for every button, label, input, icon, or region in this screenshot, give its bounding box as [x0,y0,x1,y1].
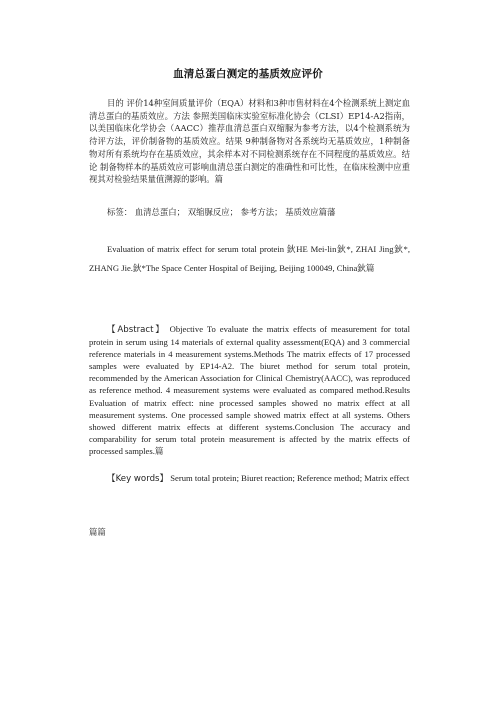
chinese-abstract: 目的 评价14种室间质量评价（EQA）材料和3种市售材料在4个检测系统上测定血清总蛋白的基质效应。方法 参照美国临床实验室标准化协会（CLSI）EP14-A2指南，以美国临床化学协会（AACC）推荐血清总蛋白双缩脲为参考方法，以4个检测系统为待评方法，评价制备物的基质效应。结果 9种制备物对各系统均无基质效应，1种制备物对所有系统均存在基质效应，其余样本对不同检测系统存在不同程度的基质效应。结论 制备物样本的基质效应可影响血清总蛋白测定的准确性和可比性，在临床检测中应重视其对检验结果量值溯源的影响。篇 [89,98,410,185]
keywords-text: Serum total protein; Biuret reaction; Reference method; Matrix effect [168,473,410,483]
english-abstract [89,323,410,457]
abstract-label: 【Abstract】 [107,325,166,335]
chinese-keywords: 标签： 血清总蛋白； 双缩脲反应； 参考方法； 基质效应篇藩 [107,207,336,217]
trailing-marks: 篇篇 [89,527,106,537]
paper-title: 血清总蛋白测定的基质效应评价 [173,68,323,80]
english-keywords [89,472,410,485]
keywords-label: 【Key words】 [107,474,169,484]
english-title-authors: Evaluation of matrix effect for serum total protein 鈥HE Mei-lin鈥*, ZHAI Jing鈥*, ZHANG Jie.鈥*The Space Center Hospital of Beijing, Beijing 100049, China鈥篇 [89,244,410,273]
abstract-text: Objective To evaluate the matrix effects of measurement for total protein in serum using 14 materials of external quality assessment(EQA) and 3 commercial reference materials in 4 measurement systems.Methods The matrix effects of 17 processed samples were evaluated by EP14-A2. The biuret method for serum total protein, recommended by the American Association for Clinical Chemistry(AACC), was reproduced as reference method. 4 measurement systems were evaluated as compared method.Results Evaluation of matrix effect: nine processed samples showed no matrix effect at all measurement systems. One processed sample showed matrix effect at all systems. Others showed different matrix effects at different systems.Conclusion The accuracy and comparability for serum total protein measurement is affected by the matrix effects of processed samples.篇 [89,324,411,456]
